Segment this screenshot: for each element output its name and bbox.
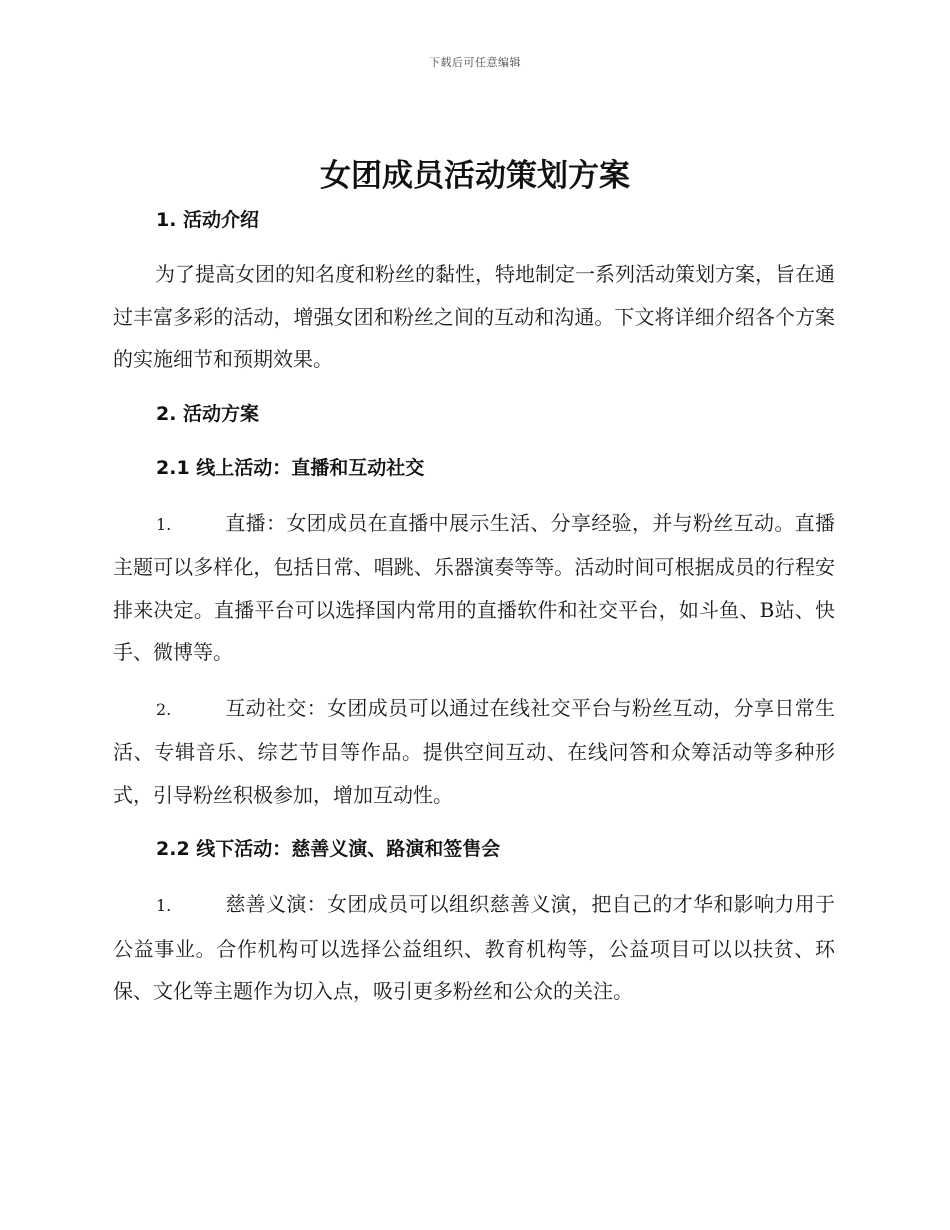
list-number: 1. <box>156 896 172 915</box>
subsection-heading-online: 2.1 线上活动：直播和互动社交 <box>156 456 425 479</box>
section-heading-intro: 1. 活动介绍 <box>156 209 260 231</box>
section-heading-plan: 2. 活动方案 <box>156 402 260 425</box>
intro-paragraph: 为了提高女团的知名度和粉丝的黏性，特地制定一系列活动策划方案，旨在通过丰富多彩的活动，增强女团和粉丝之间的互动和沟通。下文将详细介绍各个方案的实施细节和预期效果。 <box>113 262 835 371</box>
list-item-text: 慈善义演：女团成员可以组织慈善义演，把自己的才华和影响力用于公益事业。合作机构可以选择公益组织、教育机构等，公益项目可以以扶贫、环保、文化等主题作为切入点，吸引更多粉丝和公众的关注。 <box>113 892 835 1003</box>
list-item-social <box>113 687 835 817</box>
page-header-note: 下载后可任意编辑 <box>429 56 521 69</box>
list-item-text: 互动社交：女团成员可以通过在线社交平台与粉丝互动，分享日常生活、专辑音乐、综艺节目等作品。提供空间互动、在线问答和众筹活动等多种形式，引导粉丝积极参加，增加互动性。 <box>113 695 835 807</box>
subsection-heading-offline: 2.2 线下活动：慈善义演、路演和签售会 <box>156 838 501 860</box>
page-title: 女团成员活动策划方案 <box>320 158 630 194</box>
list-item-livestream <box>113 502 835 674</box>
list-item-text: 直播：女团成员在直播中展示生活、分享经验，并与粉丝互动。直播主题可以多样化，包括日常、唱跳、乐器演奏等等。活动时间可根据成员的行程安排来决定。直播平台可以选择国内常用的直播软件和社交平台，如斗鱼、B站、快手、微博等。 <box>113 510 835 664</box>
list-number: 2. <box>156 699 172 719</box>
list-number: 1. <box>156 514 172 534</box>
document-body <box>113 200 835 1013</box>
list-item-charity <box>113 883 835 1013</box>
